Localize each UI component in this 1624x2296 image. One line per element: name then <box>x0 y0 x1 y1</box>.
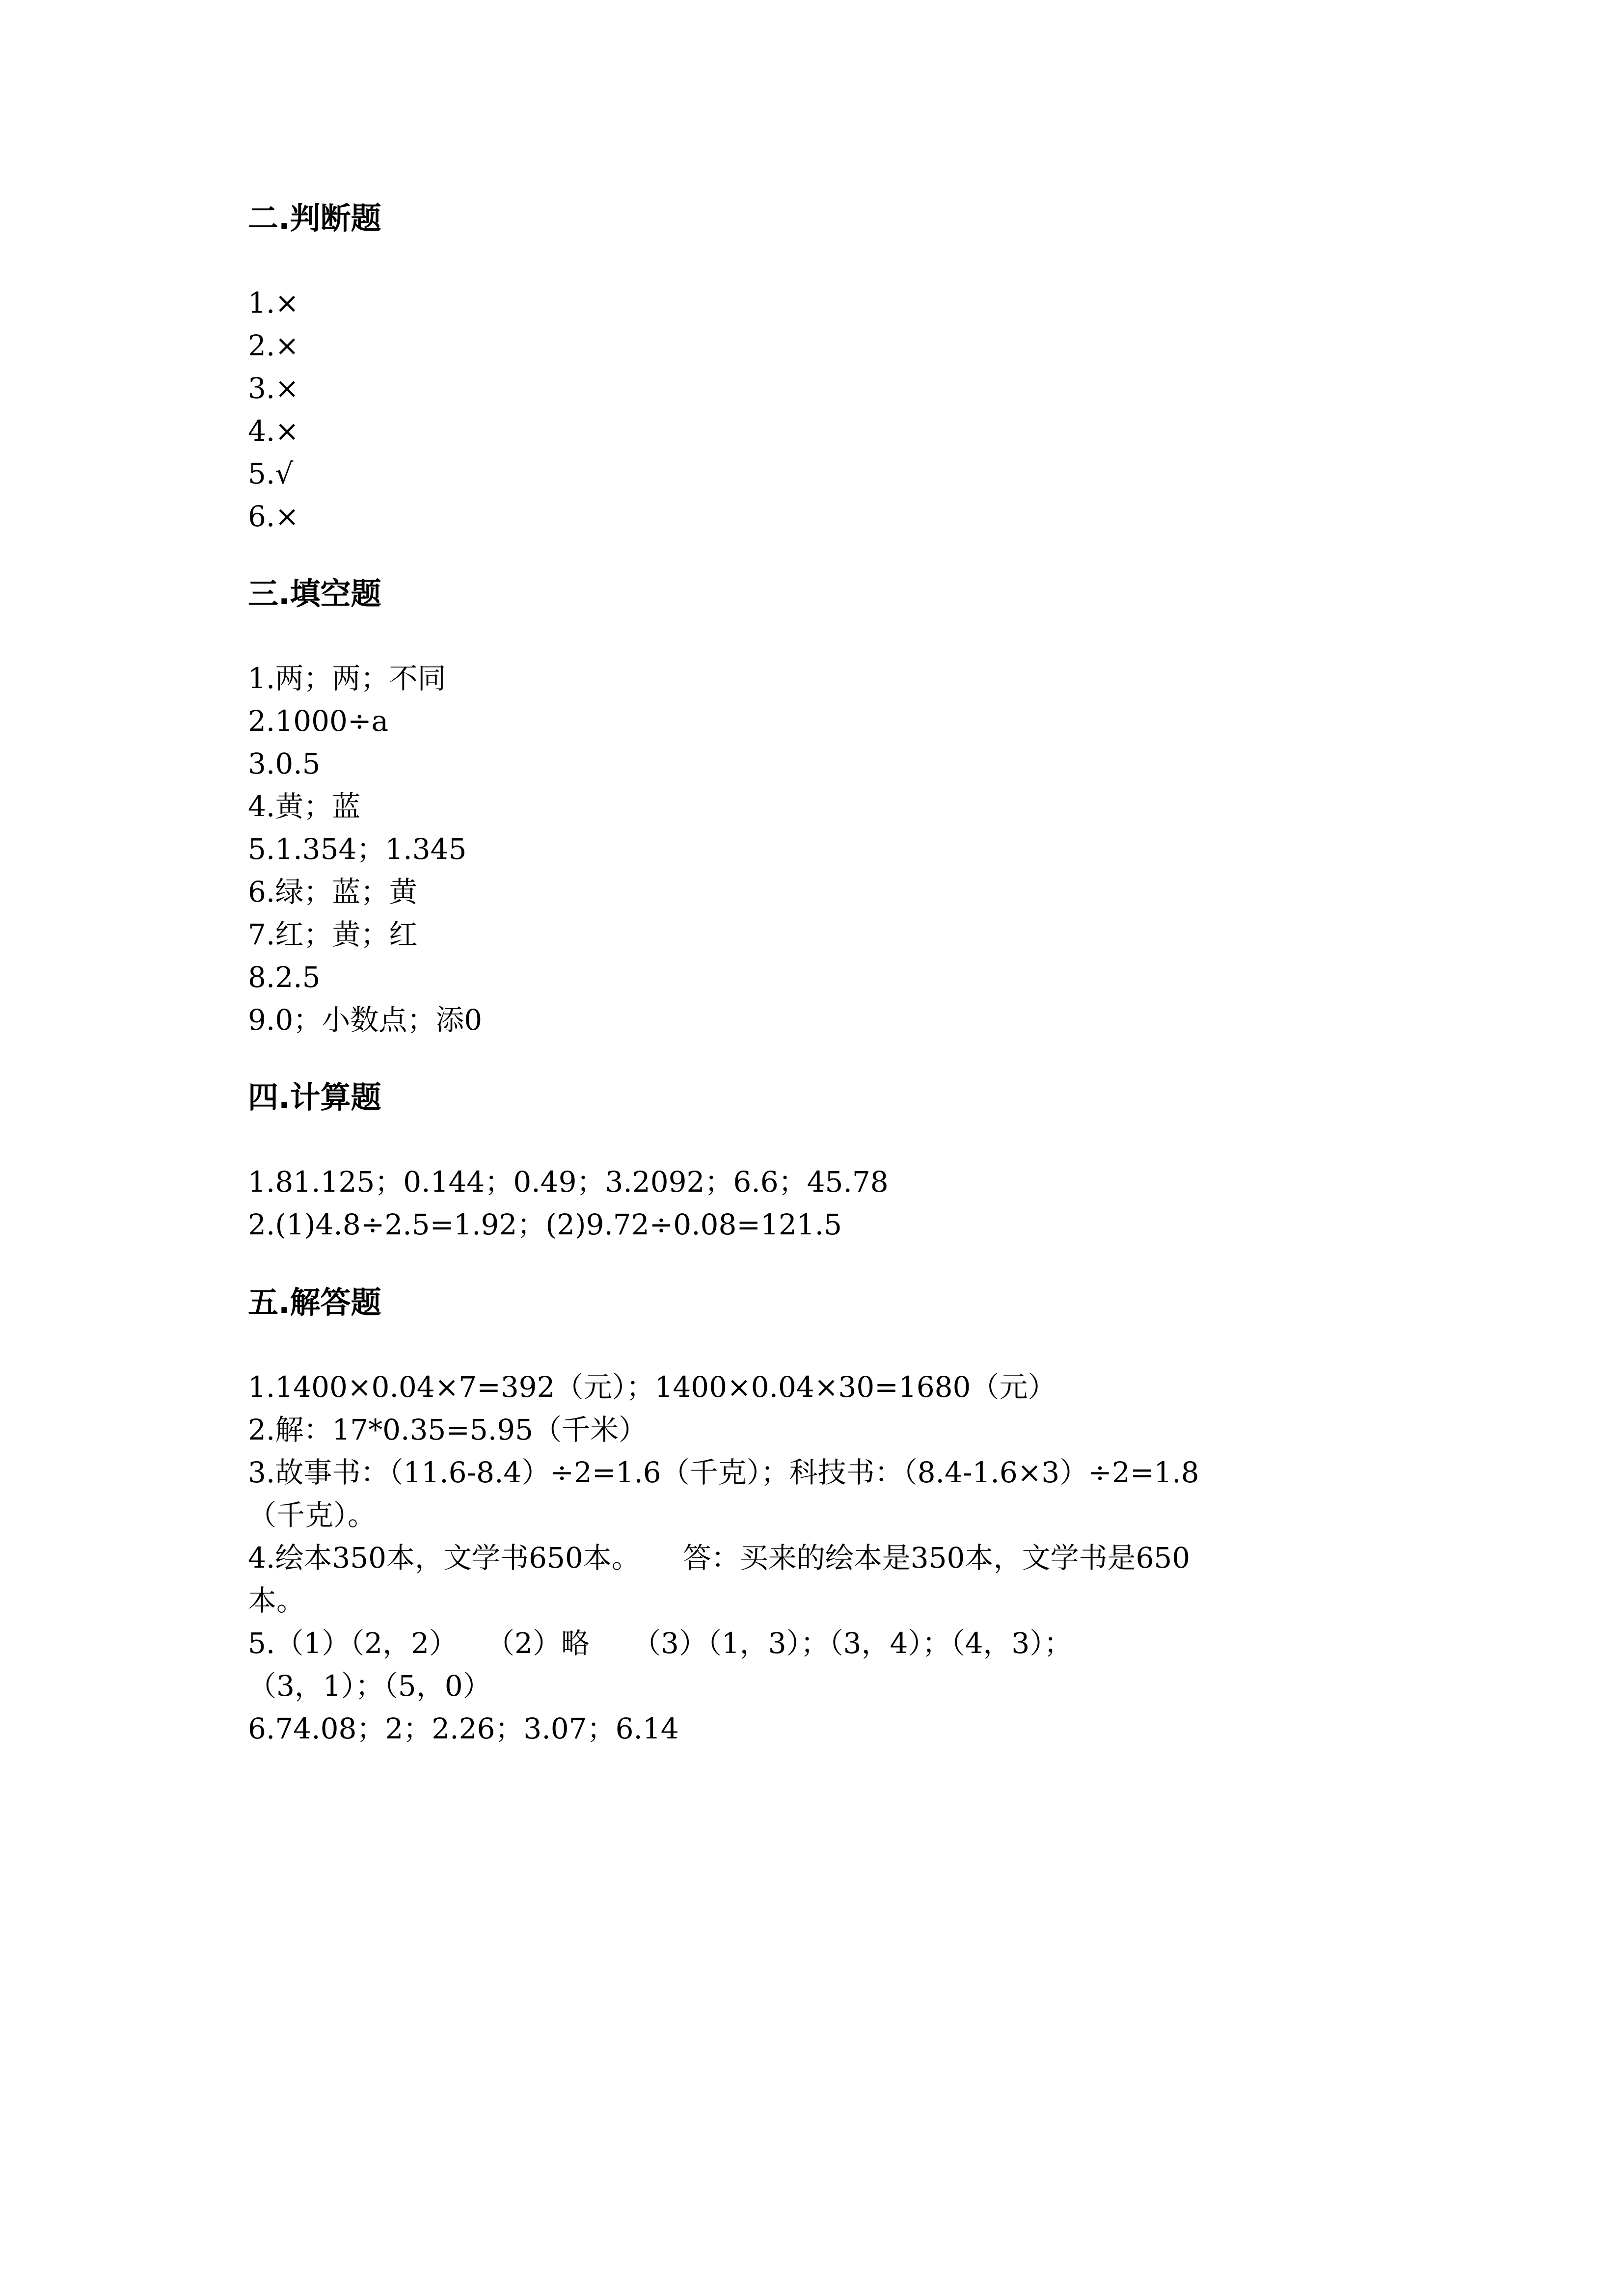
answer-line: 本。 <box>248 1584 305 1617</box>
answer-line: 6.绿；蓝；黄 <box>248 875 418 908</box>
answer-line: 7.红；黄；红 <box>248 918 418 951</box>
answer-line: 3.0.5 <box>248 747 321 780</box>
answer-line: 1.81.125；0.144；0.49；3.2092；6.6；45.78 <box>248 1165 889 1199</box>
answer-line: 5.1.354；1.345 <box>248 832 467 866</box>
answer-line: 3.× <box>248 372 299 405</box>
answer-line: 9.0；小数点；添0 <box>248 1003 483 1037</box>
answer-line: 1.1400×0.04×7=392（元）；1400×0.04×30=1680（元） <box>248 1370 1056 1404</box>
section-heading-solution: 五.解答题 <box>248 1284 381 1320</box>
section-heading-judgment: 二.判断题 <box>248 200 381 236</box>
answer-line: 6.× <box>248 500 299 533</box>
answer-line: 5.（1）（2，2） （2）略 （3）（1，3）；（3，4）；（4，3）； <box>248 1627 1073 1660</box>
section-heading-calculation: 四.计算题 <box>248 1079 381 1115</box>
answer-line: 2.1000÷a <box>248 704 389 738</box>
answer-line: 1.× <box>248 286 299 320</box>
answer-line: 4.黄；蓝 <box>248 790 361 823</box>
answer-line: 5.√ <box>248 457 294 490</box>
answer-line: 8.2.5 <box>248 961 321 994</box>
answer-line: （千克）。 <box>248 1498 377 1532</box>
answer-line: 4.绘本350本，文学书650本。 答：买来的绘本是350本，文学书是650 <box>248 1541 1191 1575</box>
answer-line: 2.× <box>248 329 299 362</box>
answer-line: 2.解：17*0.35=5.95（千米） <box>248 1413 648 1446</box>
section-heading-fill-blank: 三.填空题 <box>248 576 381 612</box>
answer-line: 3.故事书：（11.6-8.4）÷2=1.6（千克）；科技书：（8.4-1.6×3）÷2=1.8 <box>248 1456 1199 1489</box>
answer-line: 4.× <box>248 414 299 448</box>
answer-line: 6.74.08；2；2.26；3.07；6.14 <box>248 1712 679 1745</box>
answer-line: （3，1）；（5，0） <box>248 1669 491 1703</box>
answer-line: 2.(1)4.8÷2.5=1.92；(2)9.72÷0.08=121.5 <box>248 1208 842 1241</box>
answer-line: 1.两；两；不同 <box>248 662 446 695</box>
